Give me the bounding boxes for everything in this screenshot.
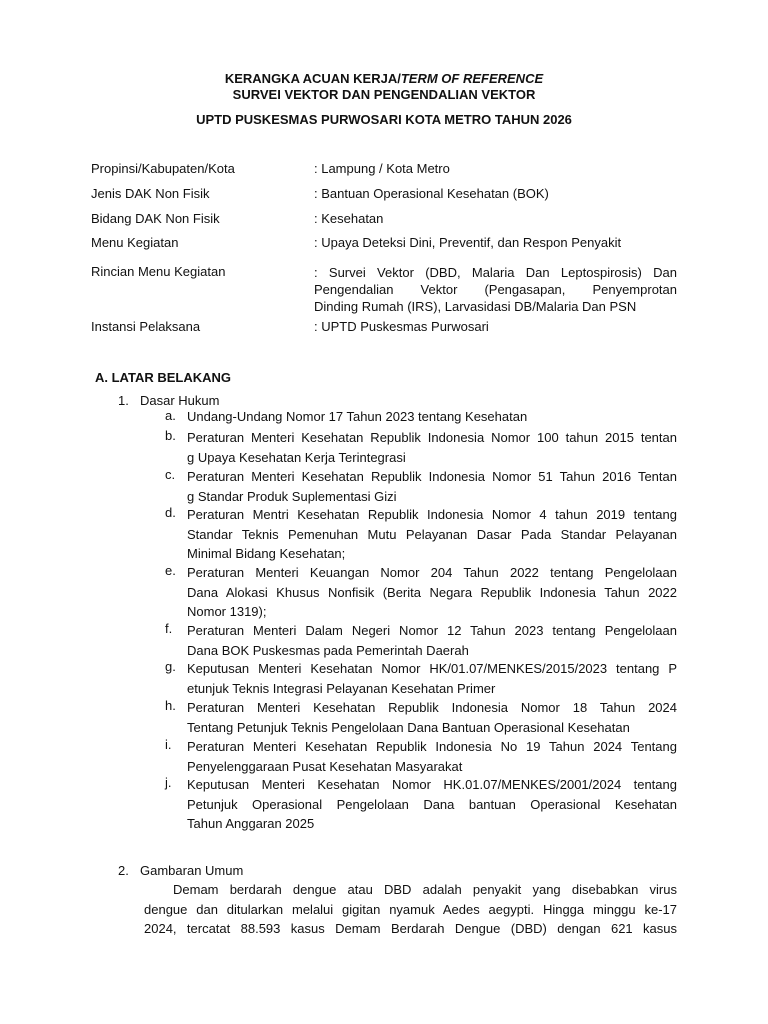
list-item-letter: f. (165, 621, 173, 636)
list-item (187, 737, 677, 776)
text-line: Standar Teknis Pemenuhan Mutu Pelayanan Dasar Pada Standar Pelayanan (187, 526, 677, 542)
list-item-letter: d. (165, 505, 176, 520)
doc-title-line-2: SURVEI VEKTOR DAN PENGENDALIAN VEKTOR (232, 87, 536, 102)
section-heading: A. LATAR BELAKANG (95, 370, 232, 385)
info-value-dak-type: : Bantuan Operasional Kesehatan (BOK) (314, 186, 549, 201)
text-line: Keputusan Menteri Kesehatan Nomor HK.01.07/MENKES/2001/2024 tentang (187, 777, 677, 792)
list-item-letter: g. (165, 659, 176, 674)
info-label-province: Propinsi/Kabupaten/Kota (91, 161, 235, 176)
subsection-number: 2. (118, 863, 129, 878)
info-value-dak-field: : Kesehatan (314, 211, 384, 226)
list-item-letter: a. (165, 408, 176, 423)
text-line: Penyelenggaraan Pusat Kesehatan Masyarakat (187, 758, 463, 774)
info-value-agency: : UPTD Puskesmas Purwosari (314, 319, 489, 334)
text-line: Peraturan Menteri Kesehatan Republik Indonesia No 19 Tahun 2024 Tentang (187, 739, 677, 754)
text-line: Petunjuk Operasional Pengelolaan Dana bantuan Operasional Kesehatan (187, 796, 677, 812)
subsection-title: Dasar Hukum (140, 393, 220, 408)
info-value-province: : Lampung / Kota Metro (314, 161, 450, 176)
text-line: Peraturan Menteri Dalam Negeri Nomor 12 Tahun 2023 tentang Pengelolaan (187, 623, 677, 638)
list-item (187, 563, 677, 622)
doc-title-line-1 (0, 71, 768, 86)
list-item (187, 775, 677, 834)
text-line: etunjuk Teknis Integrasi Pelayanan Kesehatan Primer (187, 680, 496, 696)
subsection-number: 1. (118, 393, 129, 408)
text-line: Dana BOK Puskesmas pada Pemerintah Daerah (187, 642, 469, 658)
list-item (187, 467, 677, 506)
text-line: Tentang Petunjuk Teknis Pengelolaan Dana Bantuan Operasional Kesehatan (187, 719, 630, 735)
doc-subtitle: UPTD PUSKESMAS PURWOSARI KOTA METRO TAHUN 2026 (196, 112, 572, 127)
text-line: dengue dan ditularkan melalui gigitan nyamuk Aedes aegypti. Hingga minggu ke-17 (144, 901, 677, 917)
text-line: Nomor 1319); (187, 604, 267, 619)
subsection-title: Gambaran Umum (140, 863, 244, 878)
list-item-letter: e. (165, 563, 176, 578)
text-line: Pengendalian Vektor (Pengasapan, Penyemprotan (314, 282, 677, 297)
doc-title-main: KERANGKA ACUAN KERJA/ (224, 71, 401, 86)
info-label-dak-type: Jenis DAK Non Fisik (91, 186, 210, 201)
list-item (187, 698, 677, 737)
doc-title-italic: TERM OF REFERENCE (400, 71, 544, 86)
text-line: Demam berdarah dengue atau DBD adalah penyakit yang disebabkan virus (173, 882, 677, 897)
list-item (187, 621, 677, 660)
list-item-letter: c. (165, 467, 176, 482)
text-line: 2024, tercatat 88.593 kasus Demam Berdarah Dengue (DBD) dengan 621 kasus (144, 921, 677, 936)
list-item-letter: j. (165, 775, 172, 790)
list-item (187, 659, 677, 698)
text-line: g Upaya Kesehatan Kerja Terintegrasi (187, 449, 406, 465)
info-value-menu: : Upaya Deteksi Dini, Preventif, dan Respon Penyakit (314, 235, 622, 250)
info-label-menu-detail: Rincian Menu Kegiatan (91, 264, 226, 279)
list-item (187, 408, 677, 425)
text-line: g Standar Produk Suplementasi Gizi (187, 488, 397, 504)
text-line: : Survei Vektor (DBD, Malaria Dan Leptospirosis) Dan (314, 265, 677, 280)
text-line: Peraturan Menteri Kesehatan Republik Indonesia Nomor 18 Tahun 2024 (187, 700, 677, 715)
text-line: Undang-Undang Nomor 17 Tahun 2023 tentang Kesehatan (187, 409, 528, 424)
text-line: Dinding Rumah (IRS), Larvasidasi DB/Malaria Dan PSN (314, 299, 637, 314)
text-line: Peraturan Menteri Kesehatan Republik Indonesia Nomor 100 tahun 2015 tentan (187, 430, 677, 445)
text-line: Tahun Anggaran 2025 (187, 816, 315, 831)
list-item (187, 428, 677, 467)
text-line: Peraturan Menteri Kesehatan Republik Indonesia Nomor 51 Tahun 2016 Tentan (187, 469, 677, 484)
info-label-menu: Menu Kegiatan (91, 235, 179, 250)
info-label-agency: Instansi Pelaksana (91, 319, 201, 334)
text-line: Peraturan Menteri Keuangan Nomor 204 Tahun 2022 tentang Pengelolaan (187, 565, 677, 580)
text-line: Peraturan Mentri Kesehatan Republik Indonesia Nomor 4 tahun 2019 tentang (187, 507, 677, 522)
info-value-menu-detail (314, 264, 677, 315)
text-line: Minimal Bidang Kesehatan; (187, 546, 346, 561)
list-item-letter: i. (165, 737, 172, 752)
list-item (187, 505, 677, 564)
list-item-letter: b. (165, 428, 176, 443)
text-line: Dana Alokasi Khusus Nonfisik (Berita Negara Republik Indonesia Tahun 2022 (187, 584, 677, 600)
body-paragraph (144, 880, 677, 939)
info-label-dak-field: Bidang DAK Non Fisik (91, 211, 220, 226)
list-item-letter: h. (165, 698, 176, 713)
text-line: Keputusan Menteri Kesehatan Nomor HK/01.07/MENKES/2015/2023 tentang P (187, 661, 677, 676)
